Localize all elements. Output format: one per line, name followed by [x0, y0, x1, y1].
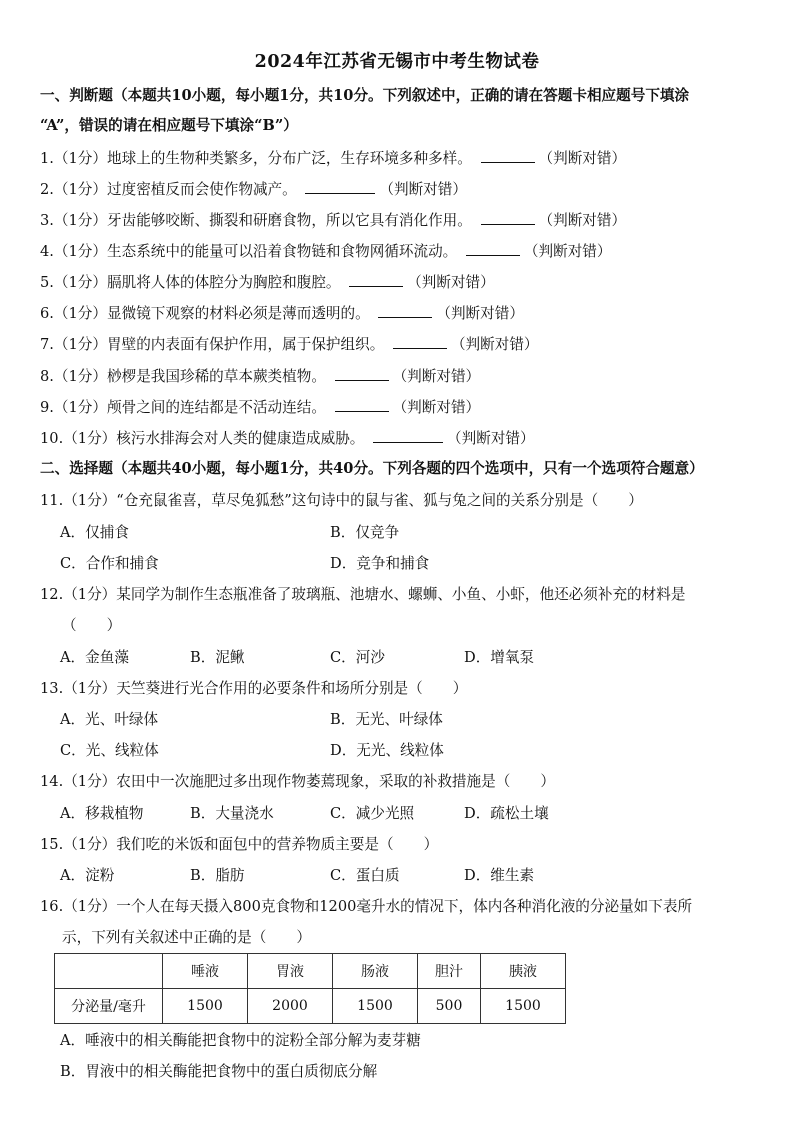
section1-heading-line2: “A”，错误的请在相应题号下填涂“B”）: [40, 117, 298, 134]
secretion-table: [54, 953, 566, 1024]
judge-item-2: 2.（1分）过度密植反而会使作物减产。 （判断对错）: [40, 181, 467, 198]
q16-option-b[interactable]: B．胃液中的相关酶能把食物中的蛋白质彻底分解: [60, 1063, 378, 1080]
q14-option-a[interactable]: A．移栽植物: [60, 805, 144, 822]
table-row: [55, 989, 566, 1024]
answer-blank[interactable]: [378, 303, 432, 318]
judge-item-6: 6.（1分）显微镜下观察的材料必须是薄而透明的。 （判断对错）: [40, 305, 524, 322]
answer-blank[interactable]: [335, 366, 389, 381]
table-cell: 2000: [248, 989, 333, 1024]
table-cell: 1500: [481, 989, 566, 1024]
answer-blank[interactable]: [305, 179, 375, 194]
table-row-label: 分泌量/毫升: [55, 989, 163, 1024]
q12-option-d[interactable]: D．增氧泵: [464, 649, 535, 666]
q12-option-b[interactable]: B．泥鳅: [190, 649, 245, 666]
q13-option-b[interactable]: B．无光、叶绿体: [330, 711, 443, 728]
question-12-stem: 12.（1分）某同学为制作生态瓶准备了玻璃瓶、池塘水、螺蛳、小鱼、小虾，他还必须补充的材料是: [40, 586, 686, 603]
q12-option-c[interactable]: C．河沙: [330, 649, 385, 666]
judge-item-3: 3.（1分）牙齿能够咬断、撕裂和研磨食物，所以它具有消化作用。 （判断对错）: [40, 212, 627, 229]
table-cell: 500: [418, 989, 481, 1024]
q14-option-d[interactable]: D．疏松土壤: [464, 805, 549, 822]
judge-item-8: 8.（1分）桫椤是我国珍稀的草本蕨类植物。 （判断对错）: [40, 368, 481, 385]
q11-option-c[interactable]: C．合作和捕食: [60, 555, 159, 572]
question-16-stem: 16.（1分）一个人在每天摄入800克食物和1200毫升水的情况下，体内各种消化液的分泌量如下表所: [40, 898, 693, 915]
q16-option-a[interactable]: A．唾液中的相关酶能把食物中的淀粉全部分解为麦芽糖: [60, 1032, 421, 1049]
q15-option-d[interactable]: D．维生素: [464, 867, 535, 884]
answer-blank[interactable]: [373, 428, 443, 443]
q13-option-d[interactable]: D．无光、线粒体: [330, 742, 444, 759]
table-cell: 1500: [333, 989, 418, 1024]
question-12-stem-cont: （ ）: [62, 617, 122, 634]
q13-option-a[interactable]: A．光、叶绿体: [60, 711, 159, 728]
q15-option-a[interactable]: A．淀粉: [60, 867, 115, 884]
table-header-cell: 肠液: [333, 954, 418, 989]
judge-item-4: 4.（1分）生态系统中的能量可以沿着食物链和食物网循环流动。 （判断对错）: [40, 243, 612, 260]
answer-blank[interactable]: [466, 241, 520, 256]
answer-blank[interactable]: [335, 397, 389, 412]
question-15-stem: 15.（1分）我们吃的米饭和面包中的营养物质主要是（ ）: [40, 836, 439, 853]
table-header-cell: [55, 954, 163, 989]
table-header-cell: 胆汁: [418, 954, 481, 989]
answer-blank[interactable]: [393, 334, 447, 349]
q11-option-b[interactable]: B．仅竞争: [330, 524, 400, 541]
section1-heading-line1: 一、判断题（本题共10小题，每小题1分，共10分。下列叙述中，正确的请在答题卡相应题号下填涂: [40, 87, 690, 104]
section2-heading: 二、选择题（本题共40小题，每小题1分，共40分。下列各题的四个选项中，只有一个选项符合题意）: [40, 460, 704, 477]
answer-blank[interactable]: [349, 272, 403, 287]
question-11-stem: 11.（1分）“仓充鼠雀喜，草尽兔狐愁”这句诗中的鼠与雀、狐与兔之间的关系分别是（ ）: [40, 492, 643, 509]
question-14-stem: 14.（1分）农田中一次施肥过多出现作物萎蔫现象，采取的补救措施是（ ）: [40, 773, 555, 790]
q15-option-b[interactable]: B．脂肪: [190, 867, 245, 884]
q15-option-c[interactable]: C．蛋白质: [330, 867, 400, 884]
judge-item-10: 10.（1分）核污水排海会对人类的健康造成威胁。 （判断对错）: [40, 430, 535, 447]
judge-item-9: 9.（1分）颅骨之间的连结都是不活动连结。 （判断对错）: [40, 399, 481, 416]
table-header-row: [55, 954, 566, 989]
question-16-stem-cont: 示，下列有关叙述中正确的是（ ）: [62, 929, 311, 946]
judge-item-1: 1.（1分）地球上的生物种类繁多，分布广泛，生存环境多种多样。 （判断对错）: [40, 150, 627, 167]
q13-option-c[interactable]: C．光、线粒体: [60, 742, 159, 759]
question-13-stem: 13.（1分）天竺葵进行光合作用的必要条件和场所分别是（ ）: [40, 680, 468, 697]
q14-option-c[interactable]: C．减少光照: [330, 805, 415, 822]
q12-option-a[interactable]: A．金鱼藻: [60, 649, 129, 666]
table-header-cell: 唾液: [163, 954, 248, 989]
q14-option-b[interactable]: B．大量浇水: [190, 805, 274, 822]
table-header-cell: 胃液: [248, 954, 333, 989]
q11-option-a[interactable]: A．仅捕食: [60, 524, 129, 541]
table-header-cell: 胰液: [481, 954, 566, 989]
q11-option-d[interactable]: D．竞争和捕食: [330, 555, 430, 572]
table-cell: 1500: [163, 989, 248, 1024]
judge-item-5: 5.（1分）膈肌将人体的体腔分为胸腔和腹腔。 （判断对错）: [40, 274, 495, 291]
answer-blank[interactable]: [481, 148, 535, 163]
exam-title: 2024年江苏省无锡市中考生物试卷: [254, 52, 540, 72]
answer-blank[interactable]: [481, 210, 535, 225]
judge-item-7: 7.（1分）胃壁的内表面有保护作用，属于保护组织。 （判断对错）: [40, 336, 539, 353]
